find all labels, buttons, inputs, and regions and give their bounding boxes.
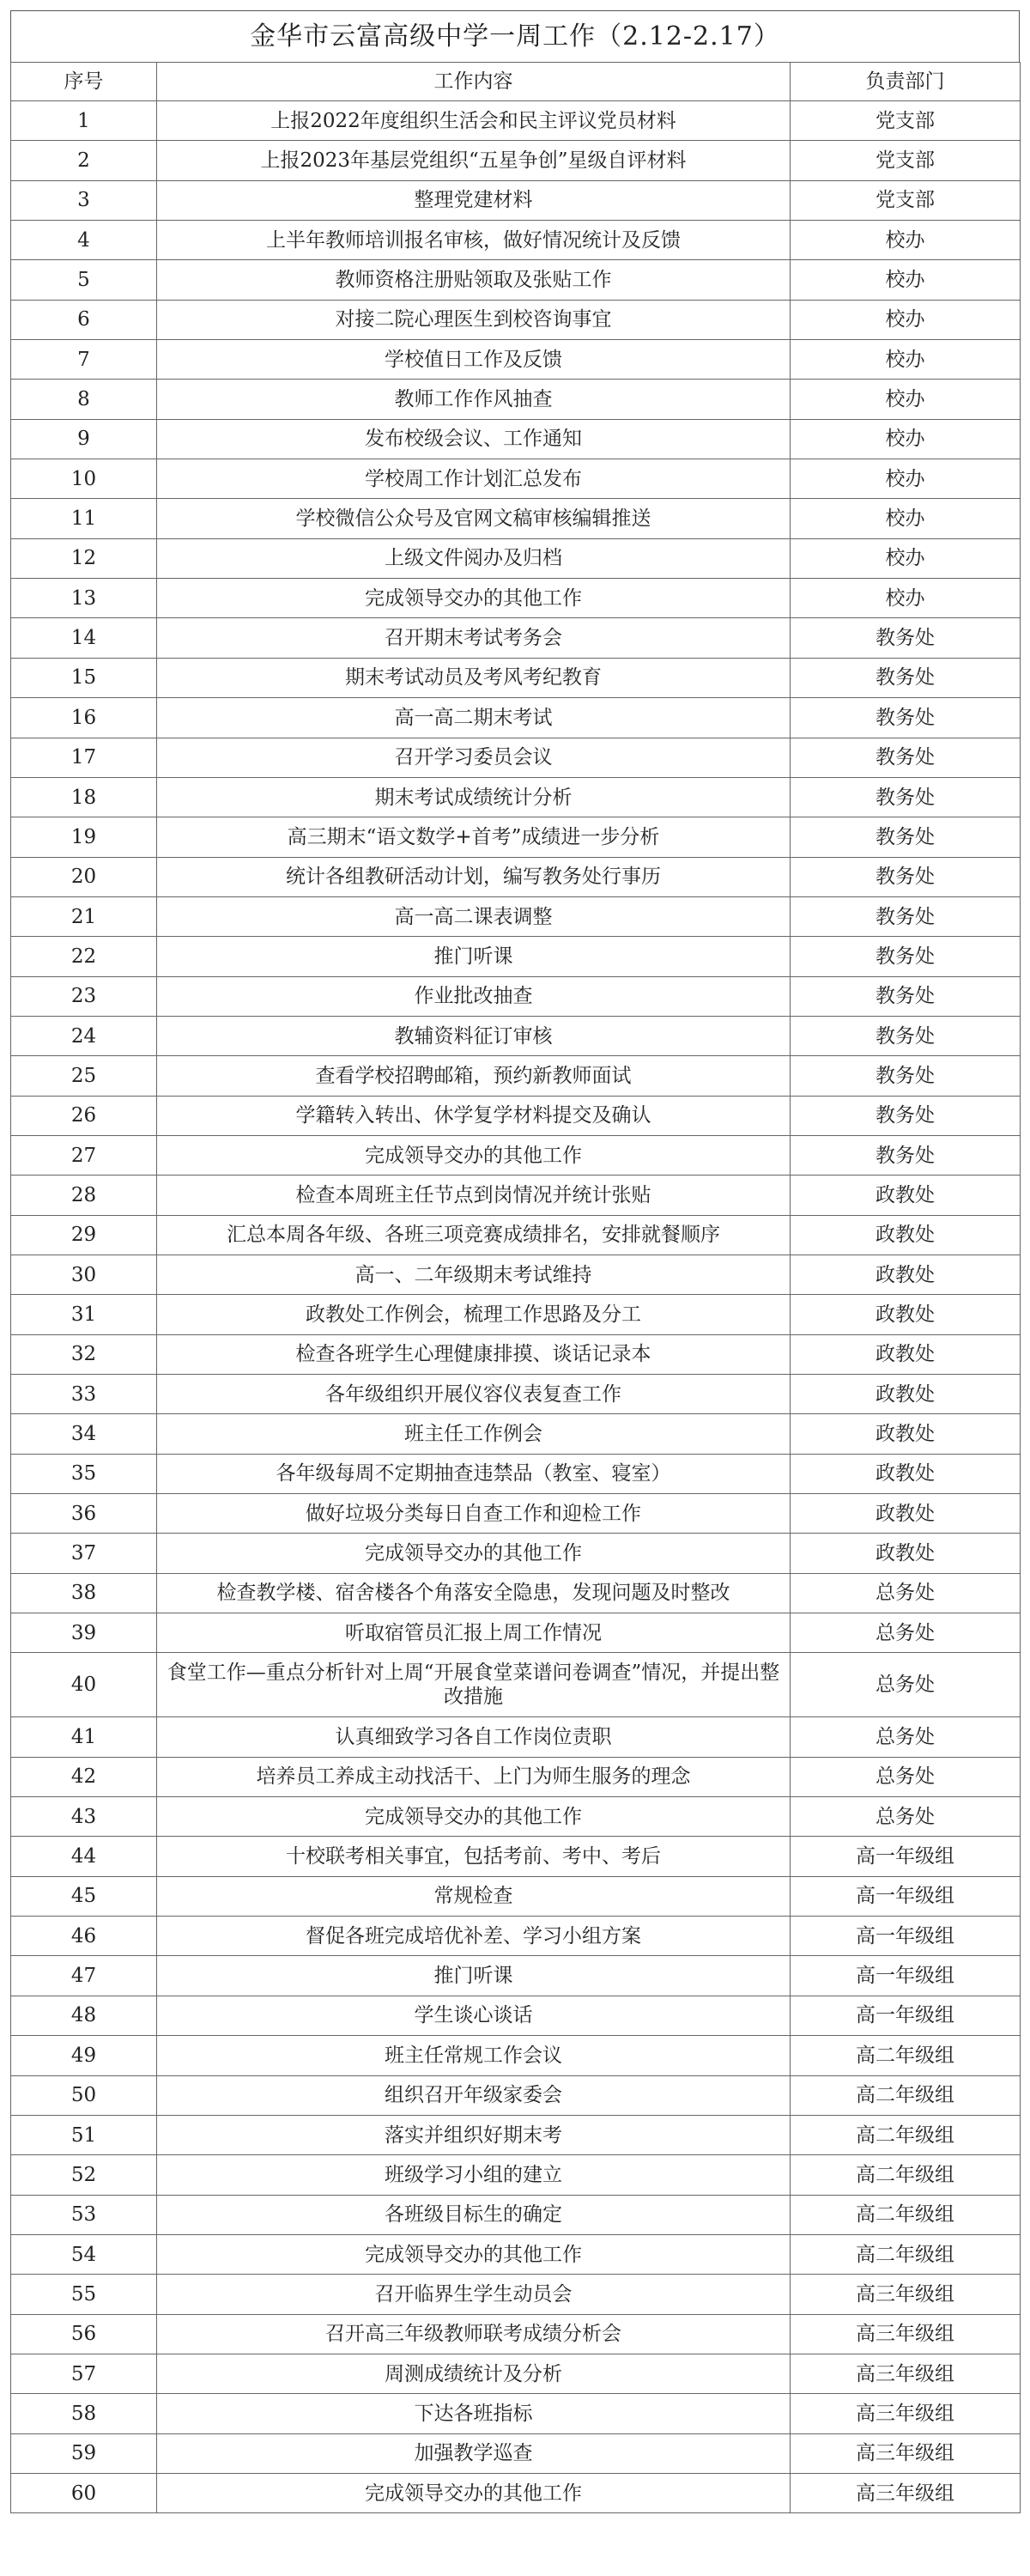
- cell-dept: 教务处: [791, 658, 1021, 697]
- table-header-row: [11, 63, 1021, 101]
- cell-dept: 校办: [791, 300, 1021, 339]
- cell-content: 期末考试动员及考风考纪教育: [157, 658, 791, 697]
- table-row: [11, 1176, 1021, 1215]
- cell-dept: 教务处: [791, 618, 1021, 658]
- cell-content: 班主任常规工作会议: [157, 2036, 791, 2075]
- cell-no: 45: [11, 1876, 157, 1916]
- cell-content: 食堂工作—重点分析针对上周“开展食堂菜谱问卷调查”情况，并提出整改措施: [157, 1653, 791, 1717]
- cell-dept: 教务处: [791, 896, 1021, 936]
- cell-content: 学校值日工作及反馈: [157, 340, 791, 380]
- table-row: [11, 1414, 1021, 1454]
- cell-no: 20: [11, 857, 157, 896]
- cell-dept: 高二年级组: [791, 2234, 1021, 2274]
- cell-no: 47: [11, 1956, 157, 1996]
- cell-dept: 高一年级组: [791, 1917, 1021, 1956]
- cell-no: 11: [11, 499, 157, 538]
- table-row: [11, 2195, 1021, 2234]
- table-row: [11, 1573, 1021, 1613]
- table-row: [11, 1255, 1021, 1294]
- cell-dept: 教务处: [791, 976, 1021, 1016]
- cell-content: 周测成绩统计及分析: [157, 2354, 791, 2393]
- cell-no: 40: [11, 1653, 157, 1717]
- cell-dept: 高一年级组: [791, 1956, 1021, 1996]
- cell-dept: 政教处: [791, 1334, 1021, 1374]
- cell-dept: 高二年级组: [791, 2075, 1021, 2115]
- cell-dept: 政教处: [791, 1534, 1021, 1573]
- table-row: [11, 1494, 1021, 1534]
- table-row: [11, 1917, 1021, 1956]
- table-row: [11, 698, 1021, 738]
- cell-dept: 校办: [791, 260, 1021, 300]
- cell-content: 加强教学巡查: [157, 2433, 791, 2473]
- table-row: [11, 1454, 1021, 1493]
- cell-content: 查看学校招聘邮箱，预约新教师面试: [157, 1056, 791, 1096]
- page-title: 金华市云富高级中学一周工作（2.12-2.17）: [10, 10, 1020, 62]
- cell-content: 十校联考相关事宜，包括考前、考中、考后: [157, 1837, 791, 1876]
- cell-content: 听取宿管员汇报上周工作情况: [157, 1613, 791, 1653]
- table-row: [11, 1295, 1021, 1334]
- cell-no: 46: [11, 1917, 157, 1956]
- cell-no: 29: [11, 1215, 157, 1255]
- cell-dept: 高二年级组: [791, 2195, 1021, 2234]
- cell-content: 统计各组教研活动计划，编写教务处行事历: [157, 857, 791, 896]
- cell-dept: 高一年级组: [791, 1996, 1021, 2035]
- cell-content: 召开高三年级教师联考成绩分析会: [157, 2314, 791, 2354]
- cell-no: 17: [11, 738, 157, 777]
- cell-dept: 政教处: [791, 1414, 1021, 1454]
- cell-dept: 政教处: [791, 1215, 1021, 1255]
- cell-content: 上报2022年度组织生活会和民主评议党员材料: [157, 101, 791, 141]
- table-row: [11, 1996, 1021, 2035]
- cell-dept: 高三年级组: [791, 2433, 1021, 2473]
- cell-dept: 校办: [791, 538, 1021, 578]
- cell-no: 54: [11, 2234, 157, 2274]
- cell-content: 学校微信公众号及官网文稿审核编辑推送: [157, 499, 791, 538]
- cell-no: 10: [11, 459, 157, 499]
- cell-content: 学校周工作计划汇总发布: [157, 459, 791, 499]
- cell-dept: 总务处: [791, 1757, 1021, 1796]
- table-row: [11, 499, 1021, 538]
- cell-content: 检查本周班主任节点到岗情况并统计张贴: [157, 1176, 791, 1215]
- cell-no: 53: [11, 2195, 157, 2234]
- cell-dept: 政教处: [791, 1295, 1021, 1334]
- cell-dept: 党支部: [791, 141, 1021, 180]
- cell-content: 落实并组织好期末考: [157, 2115, 791, 2154]
- cell-no: 16: [11, 698, 157, 738]
- cell-dept: 政教处: [791, 1494, 1021, 1534]
- cell-dept: 总务处: [791, 1573, 1021, 1613]
- cell-no: 19: [11, 817, 157, 857]
- cell-content: 组织召开年级家委会: [157, 2075, 791, 2115]
- cell-no: 5: [11, 260, 157, 300]
- cell-no: 3: [11, 180, 157, 220]
- table-row: [11, 1797, 1021, 1837]
- cell-no: 26: [11, 1096, 157, 1135]
- cell-content: 召开临界生学生动员会: [157, 2275, 791, 2314]
- cell-dept: 高二年级组: [791, 2115, 1021, 2154]
- table-row: [11, 2275, 1021, 2314]
- cell-no: 9: [11, 419, 157, 459]
- cell-dept: 校办: [791, 579, 1021, 618]
- cell-dept: 教务处: [791, 738, 1021, 777]
- cell-dept: 教务处: [791, 1056, 1021, 1096]
- table-row: [11, 1215, 1021, 1255]
- cell-content: 学籍转入转出、休学复学材料提交及确认: [157, 1096, 791, 1135]
- table-row: [11, 579, 1021, 618]
- cell-content: 政教处工作例会，梳理工作思路及分工: [157, 1295, 791, 1334]
- cell-no: 33: [11, 1375, 157, 1414]
- work-table: [10, 62, 1021, 2513]
- cell-content: 各年级组织开展仪容仪表复查工作: [157, 1375, 791, 1414]
- cell-content: 教辅资料征订审核: [157, 1016, 791, 1055]
- cell-no: 31: [11, 1295, 157, 1334]
- cell-content: 学生谈心谈话: [157, 1996, 791, 2035]
- table-row: [11, 2394, 1021, 2433]
- cell-dept: 教务处: [791, 777, 1021, 817]
- table-row: [11, 1056, 1021, 1096]
- table-row: [11, 1534, 1021, 1573]
- cell-content: 常规检查: [157, 1876, 791, 1916]
- table-row: [11, 459, 1021, 499]
- cell-content: 高三期末“语文数学+首考”成绩进一步分析: [157, 817, 791, 857]
- cell-no: 34: [11, 1414, 157, 1454]
- table-row: [11, 1334, 1021, 1374]
- cell-dept: 校办: [791, 380, 1021, 419]
- table-row: [11, 1016, 1021, 1055]
- cell-no: 18: [11, 777, 157, 817]
- cell-dept: 校办: [791, 459, 1021, 499]
- cell-content: 完成领导交办的其他工作: [157, 2473, 791, 2512]
- header-no: 序号: [11, 63, 157, 101]
- table-row: [11, 221, 1021, 260]
- cell-dept: 党支部: [791, 180, 1021, 220]
- header-content: 工作内容: [157, 63, 791, 101]
- cell-content: 完成领导交办的其他工作: [157, 1135, 791, 1175]
- cell-no: 50: [11, 2075, 157, 2115]
- cell-no: 59: [11, 2433, 157, 2473]
- cell-no: 37: [11, 1534, 157, 1573]
- table-body: [11, 101, 1021, 2513]
- cell-content: 整理党建材料: [157, 180, 791, 220]
- table-row: [11, 738, 1021, 777]
- cell-dept: 教务处: [791, 937, 1021, 976]
- table-row: [11, 180, 1021, 220]
- cell-content: 培养员工养成主动找活干、上门为师生服务的理念: [157, 1757, 791, 1796]
- cell-content: 做好垃圾分类每日自查工作和迎检工作: [157, 1494, 791, 1534]
- table-row: [11, 1135, 1021, 1175]
- cell-no: 24: [11, 1016, 157, 1055]
- cell-content: 班级学习小组的建立: [157, 2155, 791, 2195]
- table-row: [11, 2354, 1021, 2393]
- cell-dept: 高一年级组: [791, 1837, 1021, 1876]
- cell-content: 高一、二年级期末考试维持: [157, 1255, 791, 1294]
- table-row: [11, 340, 1021, 380]
- cell-dept: 校办: [791, 499, 1021, 538]
- cell-no: 23: [11, 976, 157, 1016]
- cell-dept: 教务处: [791, 1096, 1021, 1135]
- cell-dept: 高三年级组: [791, 2394, 1021, 2433]
- table-row: [11, 1956, 1021, 1996]
- cell-no: 7: [11, 340, 157, 380]
- cell-content: 下达各班指标: [157, 2394, 791, 2433]
- table-row: [11, 300, 1021, 339]
- cell-content: 检查教学楼、宿舍楼各个角落安全隐患，发现问题及时整改: [157, 1573, 791, 1613]
- cell-no: 42: [11, 1757, 157, 1796]
- table-row: [11, 658, 1021, 697]
- cell-content: 上半年教师培训报名审核，做好情况统计及反馈: [157, 221, 791, 260]
- cell-dept: 政教处: [791, 1454, 1021, 1493]
- cell-content: 完成领导交办的其他工作: [157, 579, 791, 618]
- cell-content: 上报2023年基层党组织“五星争创”星级自评材料: [157, 141, 791, 180]
- table-row: [11, 817, 1021, 857]
- cell-no: 25: [11, 1056, 157, 1096]
- cell-dept: 教务处: [791, 817, 1021, 857]
- table-row: [11, 976, 1021, 1016]
- cell-no: 14: [11, 618, 157, 658]
- table-row: [11, 937, 1021, 976]
- cell-dept: 总务处: [791, 1613, 1021, 1653]
- cell-no: 1: [11, 101, 157, 141]
- table-row: [11, 1876, 1021, 1916]
- cell-no: 27: [11, 1135, 157, 1175]
- cell-no: 21: [11, 896, 157, 936]
- cell-no: 48: [11, 1996, 157, 2035]
- table-row: [11, 1375, 1021, 1414]
- cell-no: 49: [11, 2036, 157, 2075]
- table-row: [11, 896, 1021, 936]
- table-row: [11, 141, 1021, 180]
- header-dept: 负责部门: [791, 63, 1021, 101]
- table-row: [11, 618, 1021, 658]
- table-row: [11, 380, 1021, 419]
- cell-no: 57: [11, 2354, 157, 2393]
- cell-content: 各班级目标生的确定: [157, 2195, 791, 2234]
- cell-content: 完成领导交办的其他工作: [157, 1534, 791, 1573]
- cell-no: 52: [11, 2155, 157, 2195]
- cell-no: 35: [11, 1454, 157, 1493]
- cell-content: 教师资格注册贴领取及张贴工作: [157, 260, 791, 300]
- cell-no: 38: [11, 1573, 157, 1613]
- cell-content: 完成领导交办的其他工作: [157, 2234, 791, 2274]
- cell-no: 4: [11, 221, 157, 260]
- cell-content: 推门听课: [157, 1956, 791, 1996]
- cell-dept: 教务处: [791, 1016, 1021, 1055]
- table-row: [11, 1613, 1021, 1653]
- table-row: [11, 2075, 1021, 2115]
- cell-dept: 总务处: [791, 1717, 1021, 1757]
- cell-dept: 政教处: [791, 1255, 1021, 1294]
- table-row: [11, 419, 1021, 459]
- cell-content: 对接二院心理医生到校咨询事宜: [157, 300, 791, 339]
- cell-no: 39: [11, 1613, 157, 1653]
- cell-content: 作业批改抽查: [157, 976, 791, 1016]
- cell-no: 41: [11, 1717, 157, 1757]
- cell-no: 51: [11, 2115, 157, 2154]
- cell-no: 8: [11, 380, 157, 419]
- table-row: [11, 1096, 1021, 1135]
- cell-no: 6: [11, 300, 157, 339]
- table-row: [11, 2473, 1021, 2512]
- cell-no: 32: [11, 1334, 157, 1374]
- cell-content: 高一高二期末考试: [157, 698, 791, 738]
- cell-dept: 高三年级组: [791, 2275, 1021, 2314]
- cell-dept: 高三年级组: [791, 2314, 1021, 2354]
- cell-no: 13: [11, 579, 157, 618]
- table-row: [11, 1837, 1021, 1876]
- cell-content: 上级文件阅办及归档: [157, 538, 791, 578]
- cell-dept: 政教处: [791, 1375, 1021, 1414]
- cell-content: 汇总本周各年级、各班三项竞赛成绩排名，安排就餐顺序: [157, 1215, 791, 1255]
- cell-content: 教师工作作风抽查: [157, 380, 791, 419]
- table-row: [11, 2115, 1021, 2154]
- cell-no: 15: [11, 658, 157, 697]
- cell-no: 22: [11, 937, 157, 976]
- cell-dept: 教务处: [791, 857, 1021, 896]
- cell-dept: 总务处: [791, 1653, 1021, 1717]
- cell-content: 班主任工作例会: [157, 1414, 791, 1454]
- cell-dept: 党支部: [791, 101, 1021, 141]
- table-row: [11, 2036, 1021, 2075]
- cell-dept: 高一年级组: [791, 1876, 1021, 1916]
- table-row: [11, 1653, 1021, 1717]
- cell-no: 43: [11, 1797, 157, 1837]
- cell-content: 督促各班完成培优补差、学习小组方案: [157, 1917, 791, 1956]
- cell-no: 44: [11, 1837, 157, 1876]
- table-row: [11, 101, 1021, 141]
- cell-content: 认真细致学习各自工作岗位责职: [157, 1717, 791, 1757]
- table-row: [11, 777, 1021, 817]
- cell-content: 发布校级会议、工作通知: [157, 419, 791, 459]
- cell-content: 推门听课: [157, 937, 791, 976]
- cell-no: 58: [11, 2394, 157, 2433]
- cell-no: 12: [11, 538, 157, 578]
- table-row: [11, 2234, 1021, 2274]
- table-row: [11, 2155, 1021, 2195]
- cell-dept: 高二年级组: [791, 2155, 1021, 2195]
- cell-no: 56: [11, 2314, 157, 2354]
- cell-content: 检查各班学生心理健康排摸、谈话记录本: [157, 1334, 791, 1374]
- table-row: [11, 538, 1021, 578]
- cell-no: 60: [11, 2473, 157, 2512]
- cell-content: 各年级每周不定期抽查违禁品（教室、寝室）: [157, 1454, 791, 1493]
- cell-content: 召开学习委员会议: [157, 738, 791, 777]
- cell-dept: 校办: [791, 419, 1021, 459]
- cell-no: 2: [11, 141, 157, 180]
- cell-dept: 校办: [791, 221, 1021, 260]
- cell-dept: 高三年级组: [791, 2473, 1021, 2512]
- cell-no: 55: [11, 2275, 157, 2314]
- cell-dept: 政教处: [791, 1176, 1021, 1215]
- cell-content: 完成领导交办的其他工作: [157, 1797, 791, 1837]
- cell-no: 36: [11, 1494, 157, 1534]
- cell-dept: 教务处: [791, 1135, 1021, 1175]
- cell-content: 期末考试成绩统计分析: [157, 777, 791, 817]
- table-row: [11, 1757, 1021, 1796]
- cell-dept: 总务处: [791, 1797, 1021, 1837]
- cell-dept: 校办: [791, 340, 1021, 380]
- table-row: [11, 857, 1021, 896]
- cell-dept: 教务处: [791, 698, 1021, 738]
- cell-content: 高一高二课表调整: [157, 896, 791, 936]
- table-row: [11, 2433, 1021, 2473]
- table-row: [11, 1717, 1021, 1757]
- table-row: [11, 2314, 1021, 2354]
- cell-dept: 高三年级组: [791, 2354, 1021, 2393]
- table-row: [11, 260, 1021, 300]
- cell-no: 28: [11, 1176, 157, 1215]
- cell-content: 召开期末考试考务会: [157, 618, 791, 658]
- cell-no: 30: [11, 1255, 157, 1294]
- cell-dept: 高二年级组: [791, 2036, 1021, 2075]
